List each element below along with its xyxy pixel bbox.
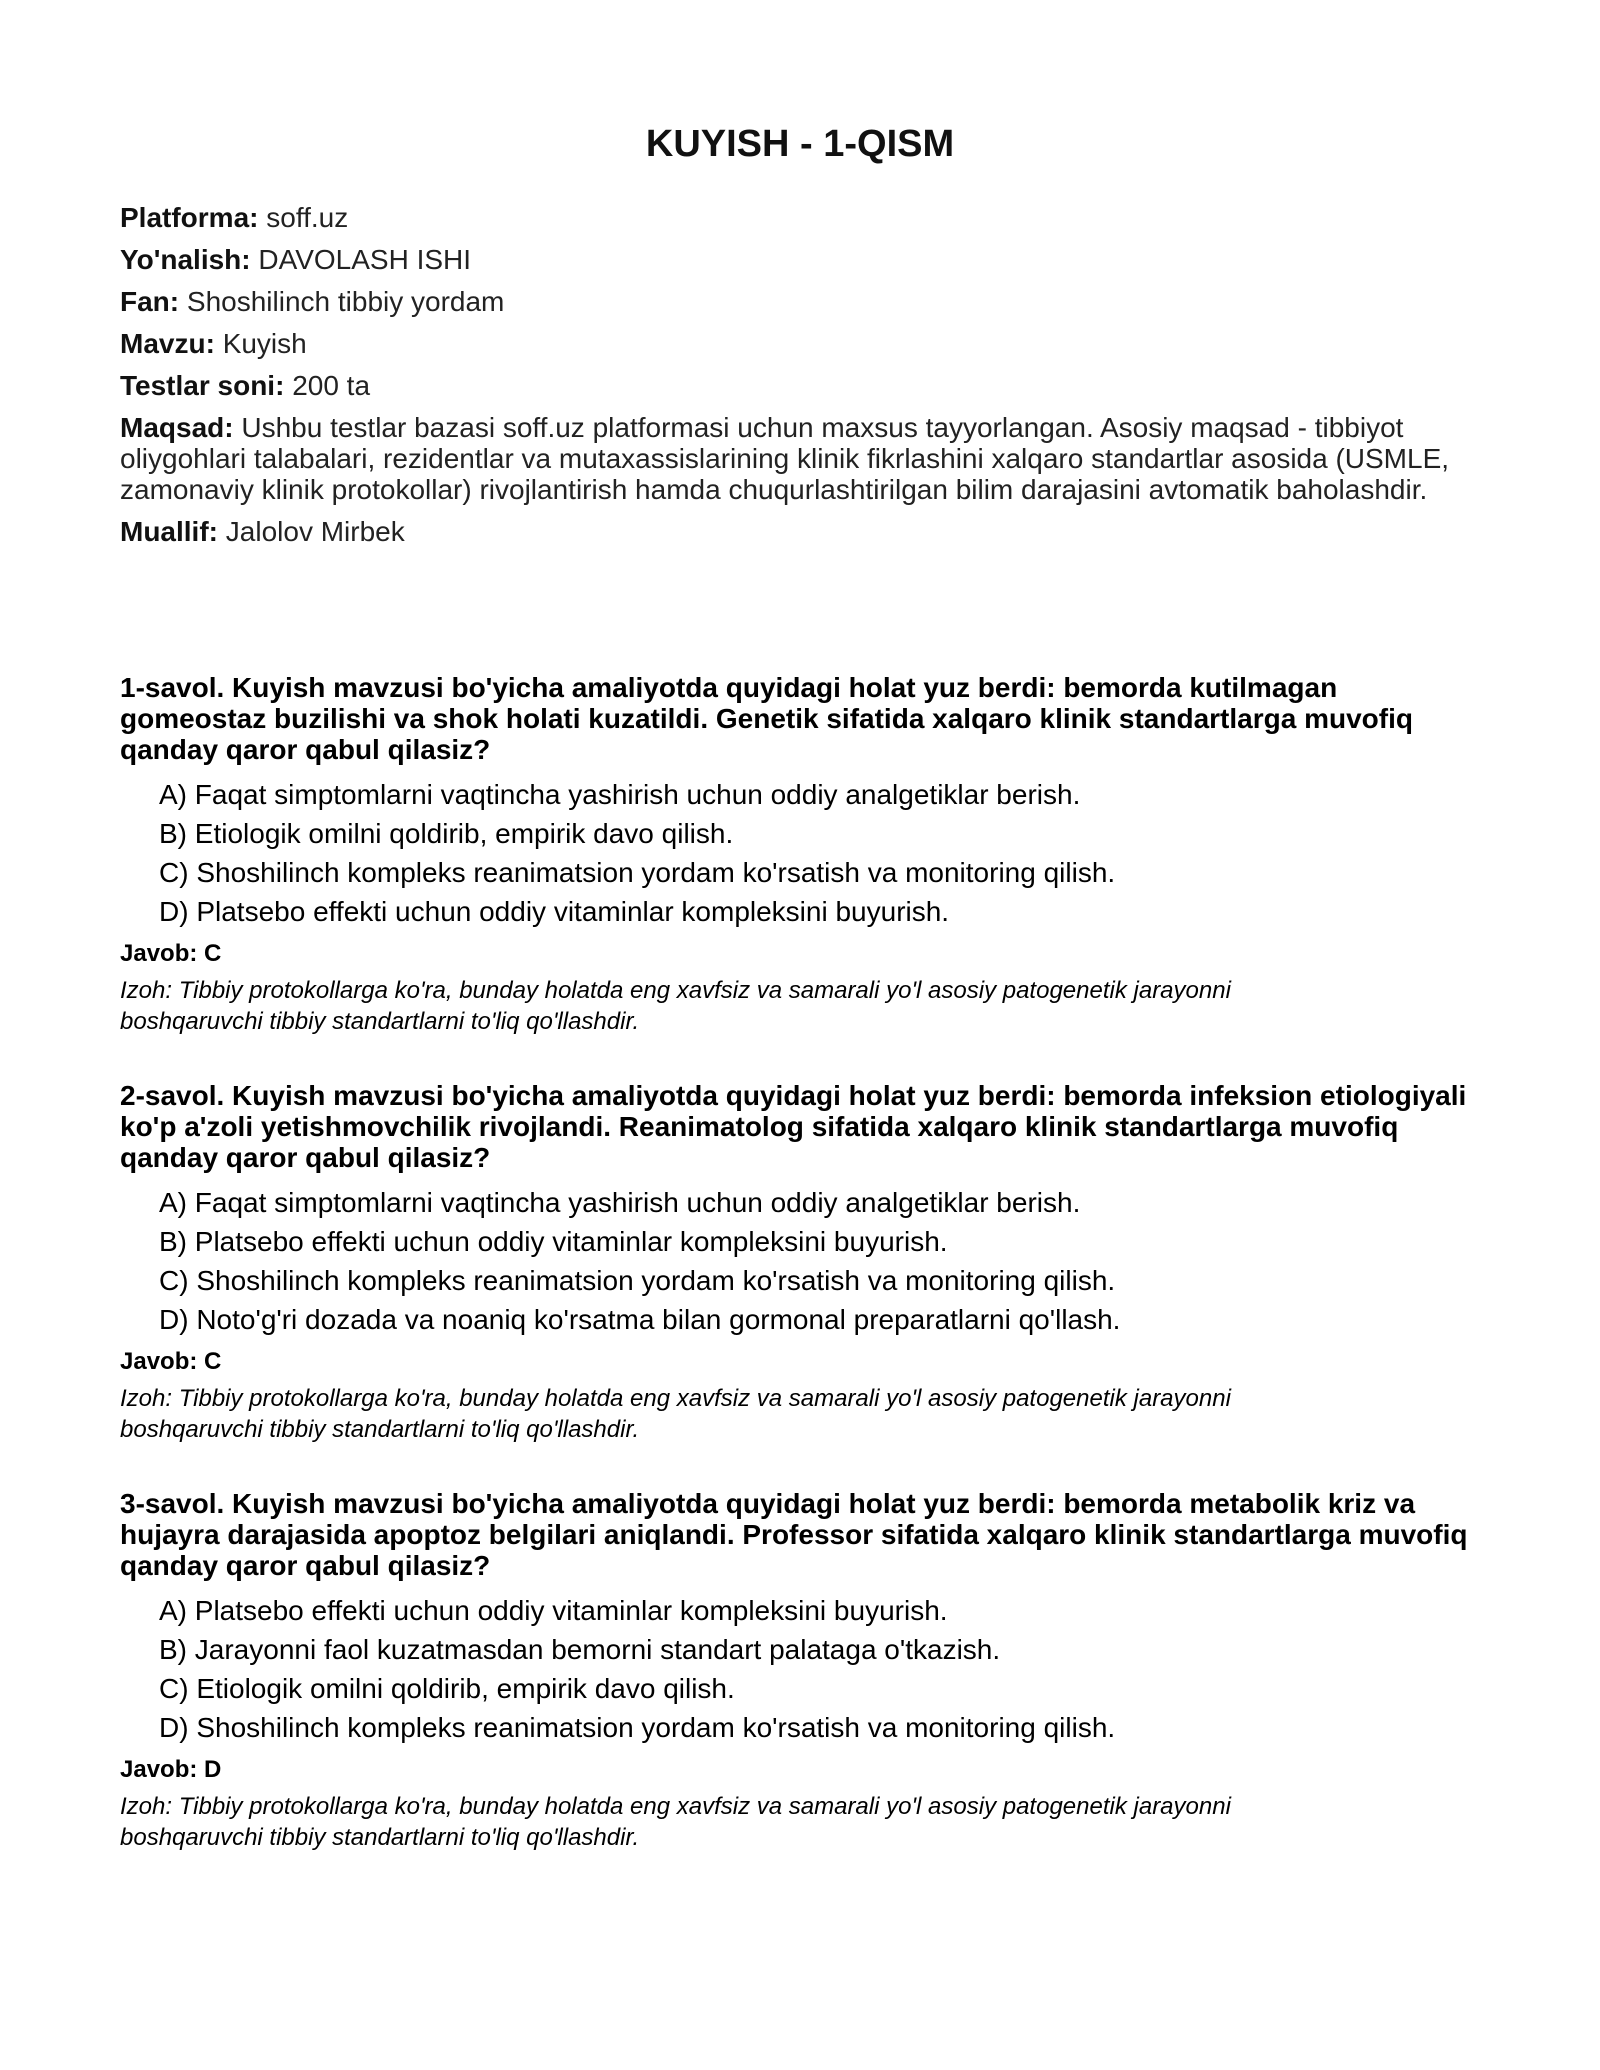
meta-label: Muallif:	[120, 516, 218, 547]
question-text: 1-savol. Kuyish mavzusi bo'yicha amaliyotda quyidagi holat yuz berdi: bemorda kutilmagan gomeostaz buzilishi va shok holati kuzatildi. Genetik sifatida xalqaro klinik standartlarga muvofiq qanday qaror qabul qilasiz?	[120, 672, 1413, 765]
correct-answer: Javob: D	[120, 1756, 222, 1783]
answer-options	[120, 1183, 1480, 1339]
meta-label: Fan:	[120, 286, 180, 317]
question-item	[120, 1080, 1480, 1488]
meta-topic	[120, 328, 1480, 359]
explanation: Izoh: Tibbiy protokollarga ko'ra, bunday holatda eng xavfsiz va samarali yo'l asosiy patogenetik jarayonni boshqaruvchi tibbiy standartlarni to'liq qo'llashdir.	[120, 1793, 1231, 1851]
meta-label: Mavzu:	[120, 328, 215, 359]
meta-value: soff.uz	[266, 202, 349, 233]
question-item	[120, 672, 1480, 1080]
document-title: KUYISH - 1-QISM	[645, 123, 955, 165]
question-list	[120, 672, 1480, 1896]
meta-test-count	[120, 370, 1480, 401]
explanation: Izoh: Tibbiy protokollarga ko'ra, bunday holatda eng xavfsiz va samarali yo'l asosiy patogenetik jarayonni boshqaruvchi tibbiy standartlarni to'liq qo'llashdir.	[120, 977, 1231, 1035]
meta-label: Maqsad:	[120, 412, 234, 443]
option-d: D) Noto'g'ri dozada va noaniq ko'rsatma bilan gormonal preparatlarni qo'llash.	[159, 1304, 1121, 1335]
meta-label: Platforma:	[120, 202, 259, 233]
question-text: 2-savol. Kuyish mavzusi bo'yicha amaliyotda quyidagi holat yuz berdi: bemorda infeksion etiologiyali ko'p a'zoli yetishmovchilik rivojlandi. Reanimatolog sifatida xalqaro klinik standartlarga muvofiq qanday qaror qabul qilasiz?	[120, 1080, 1467, 1173]
option-b: B) Jarayonni faol kuzatmasdan bemorni standart palataga o'tkazish.	[159, 1634, 1001, 1665]
option-c: C) Etiologik omilni qoldirib, empirik davo qilish.	[159, 1673, 735, 1704]
meta-value: DAVOLASH ISHI	[258, 244, 472, 275]
meta-direction	[120, 244, 1480, 275]
meta-value: Shoshilinch tibbiy yordam	[186, 286, 505, 317]
option-c: C) Shoshilinch kompleks reanimatsion yordam ko'rsatish va monitoring qilish.	[159, 857, 1116, 888]
meta-value: 200 ta	[292, 370, 371, 401]
answer-options	[120, 1591, 1480, 1747]
meta-value: Ushbu testlar bazasi soff.uz platformasi uchun maxsus tayyorlangan. Asosiy maqsad - tibbiyot oliygohlari talabalari, rezidentlar va mutaxassislarining klinik fikrlashini xalqaro standartlar asosida (USMLE, zamonaviy klinik protokollar) rivojlantirish hamda chuqurlashtirilgan bilim darajasini avtomatik baholashdir.	[120, 412, 1450, 505]
option-d: D) Shoshilinch kompleks reanimatsion yordam ko'rsatish va monitoring qilish.	[159, 1712, 1116, 1743]
option-a: A) Platsebo effekti uchun oddiy vitaminlar kompleksini buyurish.	[159, 1595, 948, 1626]
metadata-block	[120, 202, 1480, 558]
meta-author	[120, 516, 1480, 547]
question-item	[120, 1488, 1480, 1896]
option-d: D) Platsebo effekti uchun oddiy vitaminlar kompleksini buyurish.	[159, 896, 950, 927]
option-b: B) Platsebo effekti uchun oddiy vitaminlar kompleksini buyurish.	[159, 1226, 948, 1257]
meta-label: Testlar soni:	[120, 370, 285, 401]
meta-value: Kuyish	[222, 328, 307, 359]
question-text: 3-savol. Kuyish mavzusi bo'yicha amaliyotda quyidagi holat yuz berdi: bemorda metabolik kriz va hujayra darajasida apoptoz belgilari aniqlandi. Professor sifatida xalqaro klinik standartlarga muvofiq qanday qaror qabul qilasiz?	[120, 1488, 1468, 1581]
meta-value: Jalolov Mirbek	[225, 516, 405, 547]
meta-subject	[120, 286, 1480, 317]
correct-answer: Javob: C	[120, 1348, 222, 1375]
option-b: B) Etiologik omilni qoldirib, empirik davo qilish.	[159, 818, 734, 849]
meta-platform	[120, 202, 1480, 233]
explanation: Izoh: Tibbiy protokollarga ko'ra, bunday holatda eng xavfsiz va samarali yo'l asosiy patogenetik jarayonni boshqaruvchi tibbiy standartlarni to'liq qo'llashdir.	[120, 1385, 1231, 1443]
option-a: A) Faqat simptomlarni vaqtincha yashirish uchun oddiy analgetiklar berish.	[159, 1187, 1081, 1218]
meta-purpose	[120, 412, 1480, 505]
correct-answer: Javob: C	[120, 940, 222, 967]
answer-options	[120, 775, 1480, 931]
option-a: A) Faqat simptomlarni vaqtincha yashirish uchun oddiy analgetiklar berish.	[159, 779, 1081, 810]
meta-label: Yo'nalish:	[120, 244, 251, 275]
option-c: C) Shoshilinch kompleks reanimatsion yordam ko'rsatish va monitoring qilish.	[159, 1265, 1116, 1296]
